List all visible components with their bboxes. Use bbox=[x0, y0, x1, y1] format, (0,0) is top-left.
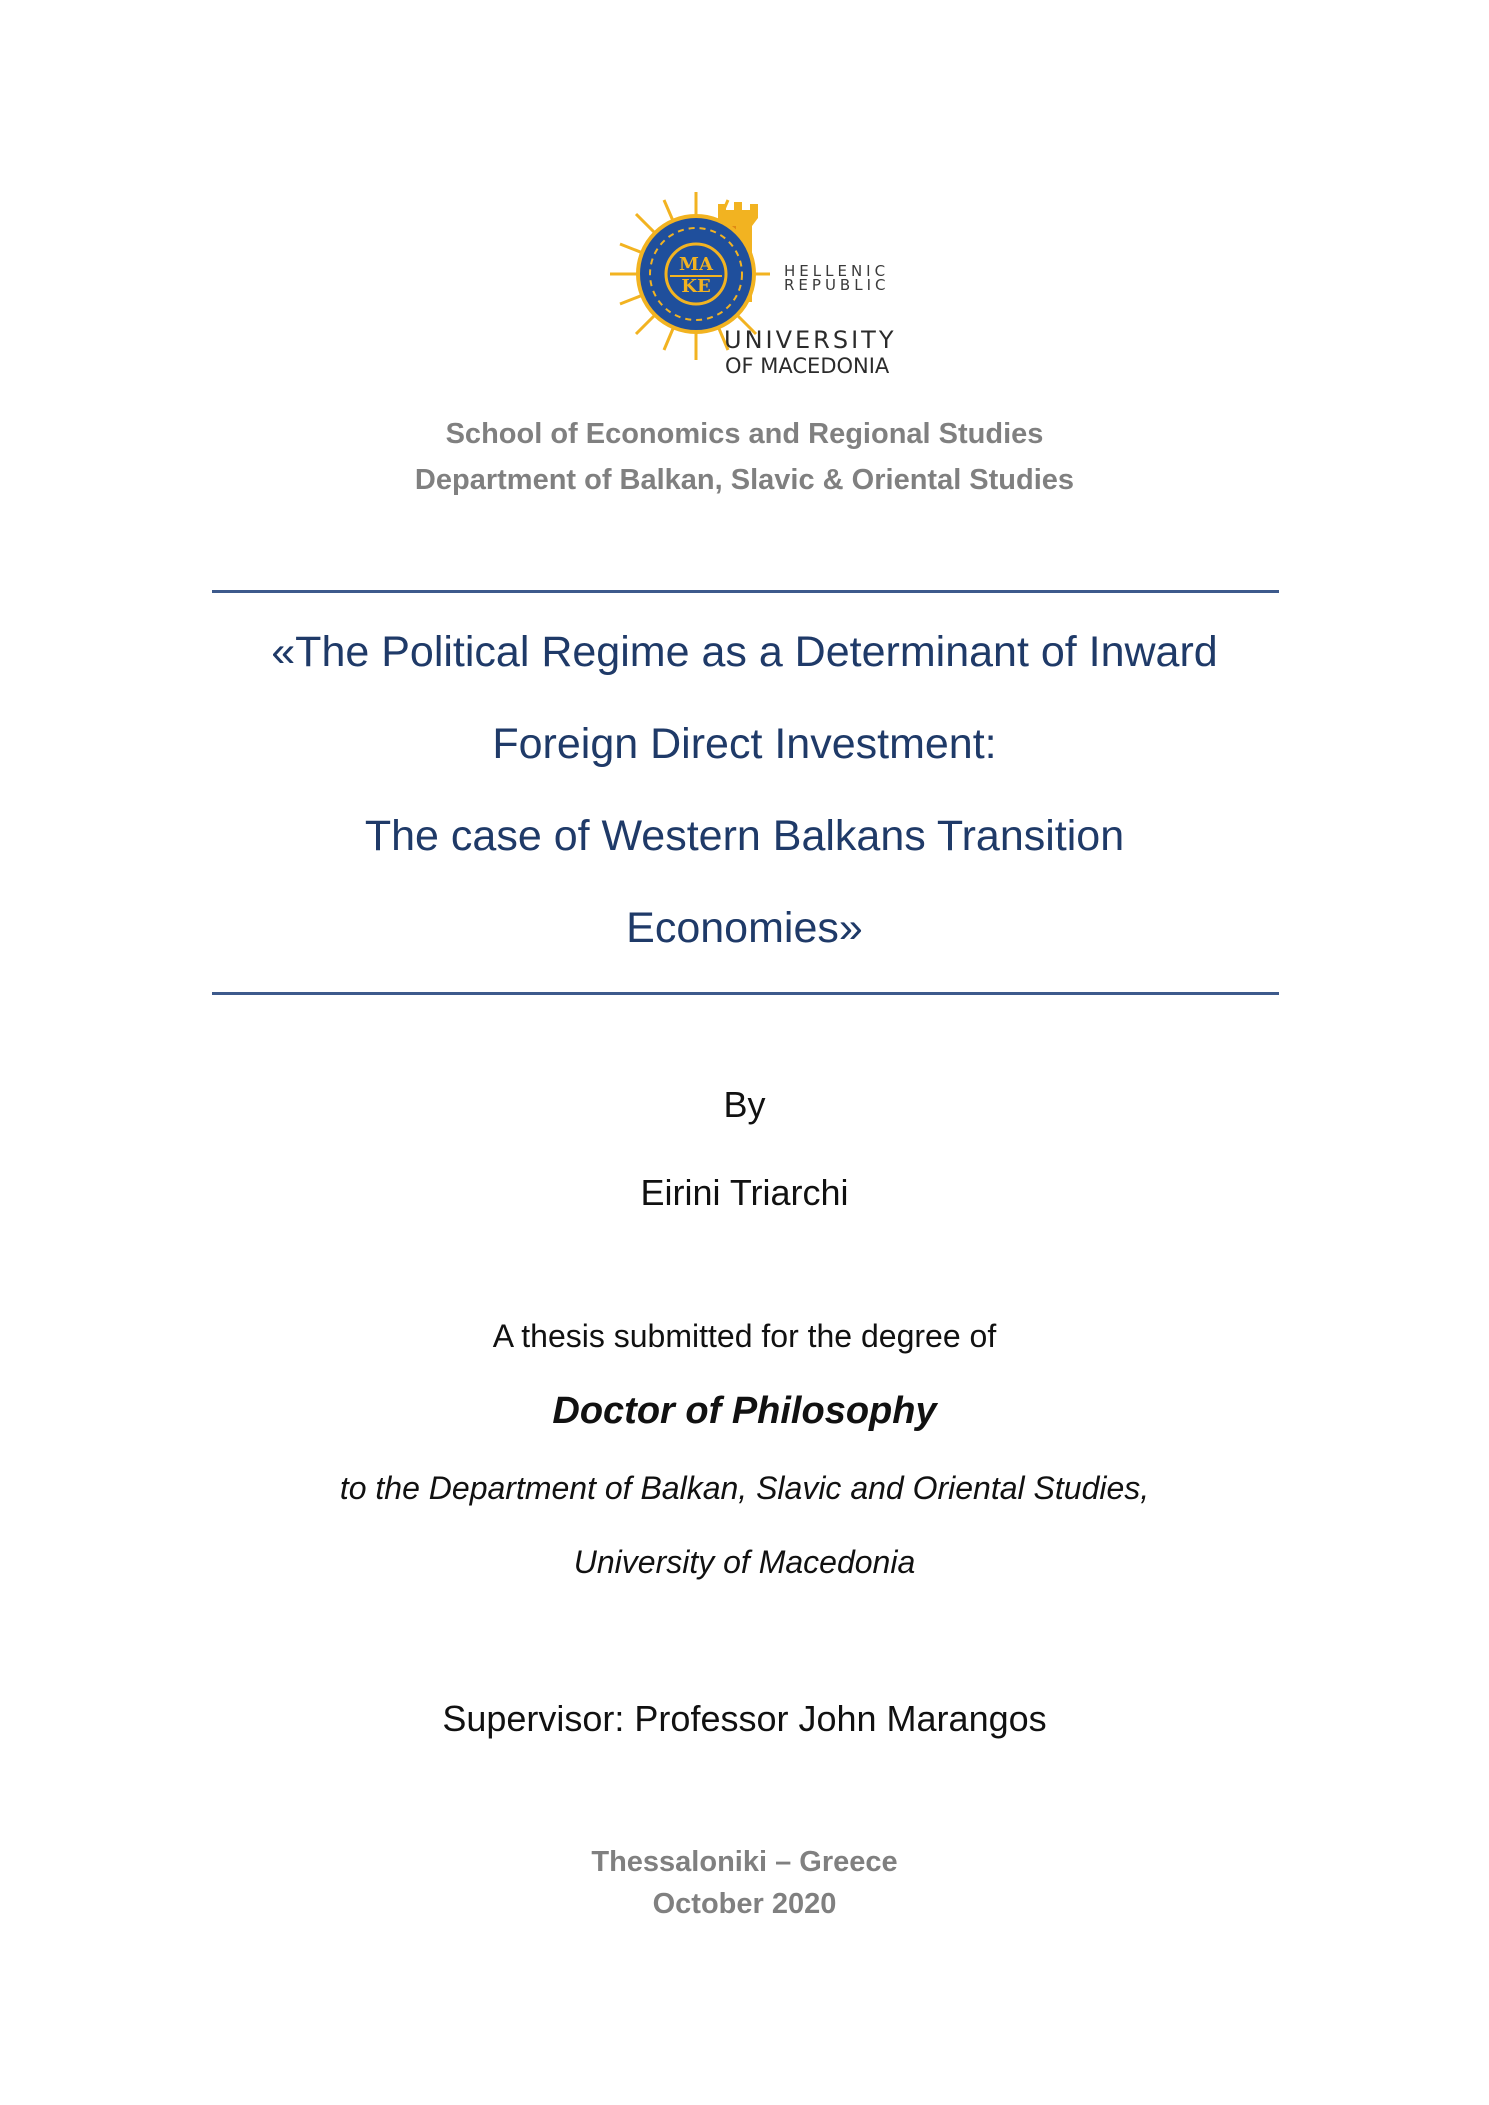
logo-republic: REPUBLIC bbox=[784, 276, 890, 294]
author-name: Eirini Triarchi bbox=[640, 1172, 849, 1213]
degree-university: University of Macedonia bbox=[573, 1544, 916, 1580]
by-label: By bbox=[723, 1084, 766, 1125]
thesis-title-line-3: The case of Western Balkans Transition bbox=[364, 812, 1125, 860]
degree-name: Doctor of Philosophy bbox=[552, 1390, 937, 1432]
date: October 2020 bbox=[652, 1888, 837, 1920]
school-name: School of Economics and Regional Studies bbox=[445, 418, 1044, 450]
logo-hellenic-text bbox=[784, 264, 889, 292]
degree-department: to the Department of Balkan, Slavic and Oriental Studies, bbox=[339, 1470, 1150, 1506]
place: Thessaloniki – Greece bbox=[591, 1846, 898, 1878]
degree-intro: A thesis submitted for the degree of bbox=[492, 1318, 997, 1354]
logo-hellenic: HELLENIC bbox=[784, 262, 890, 280]
university-logo bbox=[600, 182, 900, 382]
thesis-title-line-1: «The Political Regime as a Determinant of Inward bbox=[271, 628, 1218, 676]
svg-text:MA: MA bbox=[679, 254, 713, 275]
logo-macedonia-text: OF MACEDONIA bbox=[725, 354, 890, 378]
title-top-rule bbox=[212, 590, 1279, 593]
svg-text:KE: KE bbox=[681, 276, 711, 297]
thesis-title-line-4: Economies» bbox=[626, 904, 863, 952]
department-name: Department of Balkan, Slavic & Oriental Studies bbox=[414, 464, 1075, 496]
thesis-title-line-2: Foreign Direct Investment: bbox=[492, 720, 997, 768]
logo-university-text: UNIVERSITY bbox=[724, 326, 897, 354]
supervisor: Supervisor: Professor John Marangos bbox=[442, 1698, 1047, 1739]
title-bottom-rule bbox=[212, 992, 1279, 995]
